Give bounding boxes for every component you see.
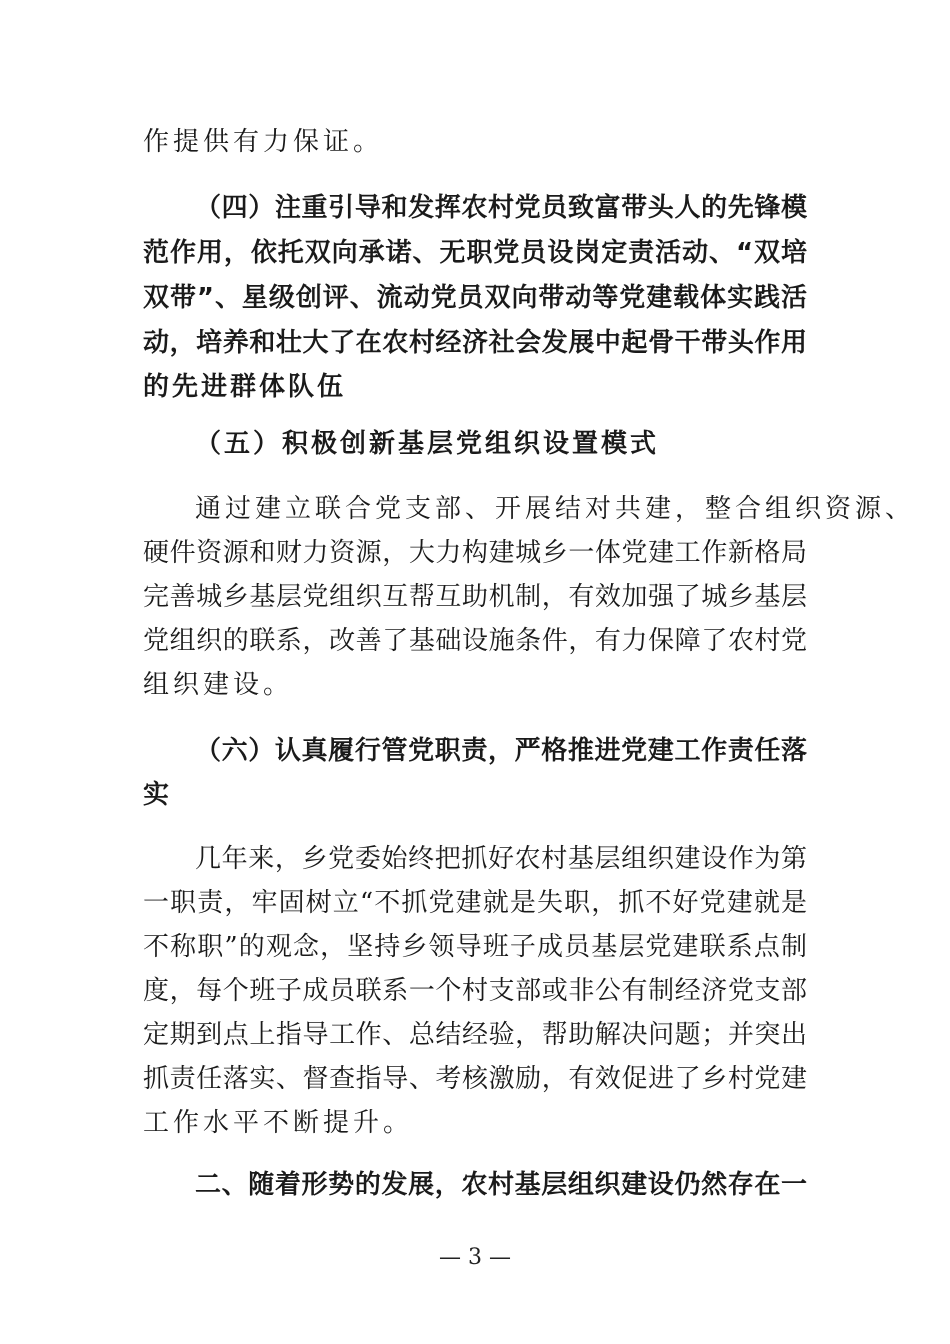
paragraph-line: 抓责任落实、督查指导、考核激励，有效促进了乡村党建 bbox=[143, 1064, 807, 1094]
paragraph-line: 不称职”的观念，坚持乡领导班子成员基层党建联系点制 bbox=[143, 932, 807, 962]
heading-4-line: （四）注重引导和发挥农村党员致富带头人的先锋模 bbox=[195, 193, 807, 223]
paragraph-line: 度，每个班子成员联系一个村支部或非公有制经济党支部 bbox=[143, 976, 807, 1006]
heading-4-line: 范作用，依托双向承诺、无职党员设岗定责活动、“双培 bbox=[143, 238, 807, 268]
paragraph-line: 完善城乡基层党组织互帮互助机制，有效加强了城乡基层 bbox=[143, 582, 807, 612]
paragraph-line: 几年来，乡党委始终把抓好农村基层组织建设作为第 bbox=[195, 844, 807, 874]
heading-4-line: 动，培养和壮大了在农村经济社会发展中起骨干带头作用 bbox=[143, 328, 807, 358]
paragraph-line: 一职责，牢固树立“不抓党建就是失职，抓不好党建就是 bbox=[143, 888, 807, 918]
heading-6-line: 实 bbox=[143, 780, 173, 810]
heading-4-line: 的先进群体队伍 bbox=[143, 372, 347, 402]
paragraph-line: 通过建立联合党支部、开展结对共建，整合组织资源、 bbox=[195, 494, 916, 524]
paragraph-line: 定期到点上指导工作、总结经验，帮助解决问题；并突出 bbox=[143, 1020, 807, 1050]
heading-6-line: （六）认真履行管党职责，严格推进党建工作责任落 bbox=[195, 736, 807, 766]
paragraph-line: 组织建设。 bbox=[143, 670, 294, 700]
page-number: — 3 — bbox=[439, 1245, 511, 1270]
paragraph-line: 党组织的联系，改善了基础设施条件，有力保障了农村党 bbox=[143, 626, 807, 656]
section-heading-2: 二、随着形势的发展，农村基层组织建设仍然存在一 bbox=[195, 1170, 807, 1200]
paragraph-line: 硬件资源和财力资源，大力构建城乡一体党建工作新格局 bbox=[143, 538, 807, 568]
heading-4-line: 双带”、星级创评、流动党员双向带动等党建载体实践活 bbox=[143, 283, 807, 313]
heading-5: （五）积极创新基层党组织设置模式 bbox=[195, 429, 660, 459]
paragraph-line: 工作水平不断提升。 bbox=[143, 1108, 414, 1138]
text-line: 作提供有力保证。 bbox=[143, 127, 384, 157]
